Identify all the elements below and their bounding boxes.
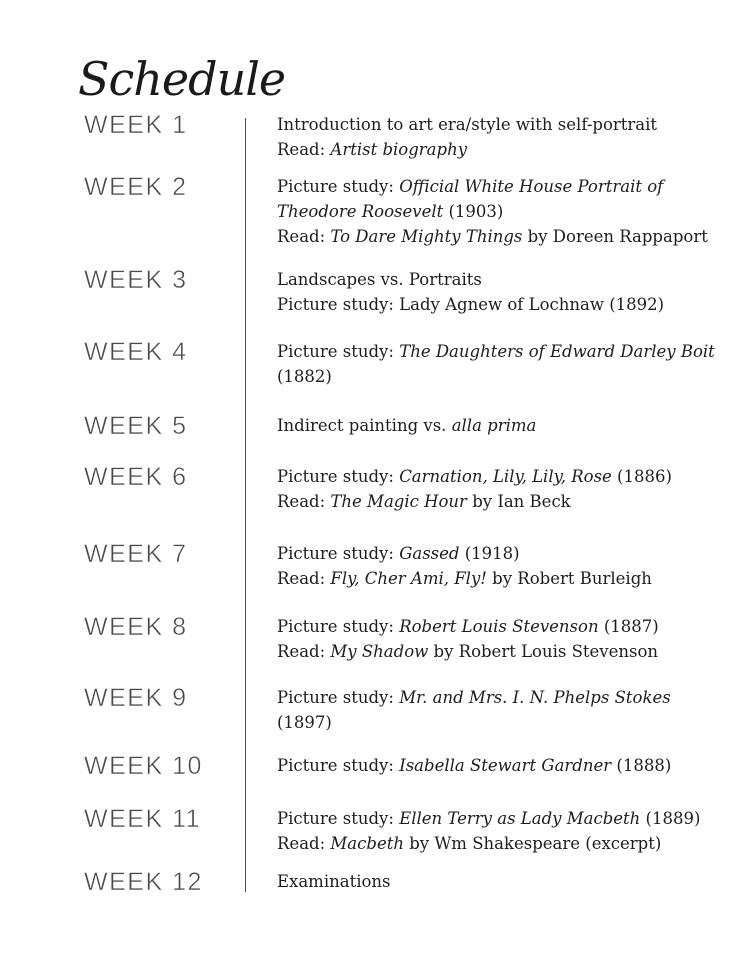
- week-content: [245, 806, 700, 856]
- content-segment-italic: Macbeth: [330, 834, 404, 853]
- content-segment-italic: Isabella Stewart Gardner: [399, 756, 612, 775]
- week-content: [245, 413, 536, 438]
- content-line: [277, 137, 657, 162]
- content-line: [277, 614, 659, 639]
- week-content: [245, 753, 671, 778]
- schedule-row: [84, 174, 720, 249]
- content-segment-italic: alla prima: [451, 416, 537, 435]
- content-segment: Picture study:: [277, 809, 400, 828]
- content-line: [277, 806, 700, 831]
- week-label: WEEK 11: [84, 805, 202, 833]
- content-segment-italic: Gassed: [399, 544, 460, 563]
- content-segment: Picture study:: [277, 342, 400, 361]
- content-segment: Picture study: Lady Agnew of Lochnaw (1892): [277, 295, 665, 314]
- content-line: [277, 339, 715, 364]
- week-label: WEEK 12: [84, 868, 203, 896]
- content-segment: by Robert Burleigh: [486, 569, 652, 588]
- content-line: [277, 224, 708, 249]
- content-segment-italic: To Dare Mighty Things: [330, 227, 523, 246]
- week-label: WEEK 9: [84, 684, 188, 712]
- content-segment-italic: The Magic Hour: [330, 492, 467, 511]
- content-line: [277, 267, 664, 292]
- content-segment: Read:: [277, 569, 331, 588]
- content-line: [277, 541, 652, 566]
- week-label: WEEK 3: [84, 266, 188, 294]
- schedule-row: [84, 413, 720, 439]
- content-segment: by Doreen Rappaport: [522, 227, 708, 246]
- content-line: [277, 639, 659, 664]
- week-label: WEEK 1: [84, 111, 188, 139]
- week-content: [245, 464, 672, 514]
- content-segment: Landscapes vs. Portraits: [277, 270, 482, 289]
- schedule-row: [84, 614, 720, 664]
- week-content: [245, 869, 391, 894]
- content-line: [277, 566, 652, 591]
- schedule-row: [84, 112, 720, 162]
- content-segment: Indirect painting vs.: [277, 416, 452, 435]
- content-segment: Picture study:: [277, 177, 400, 196]
- content-segment-italic: Artist biography: [330, 140, 468, 159]
- content-segment-italic: Theodore Roosevelt: [277, 202, 444, 221]
- content-segment: (1888): [611, 756, 672, 775]
- content-segment-italic: My Shadow: [330, 642, 429, 661]
- schedule-row: [84, 541, 720, 591]
- content-line: [277, 489, 672, 514]
- content-segment: Read:: [277, 227, 331, 246]
- content-segment: (1903): [443, 202, 504, 221]
- content-line: [277, 710, 671, 735]
- content-line: [277, 292, 664, 317]
- content-segment: Read:: [277, 834, 331, 853]
- week-label: WEEK 2: [84, 173, 188, 201]
- schedule-row: [84, 464, 720, 514]
- content-line: [277, 413, 536, 438]
- content-line: [277, 364, 715, 389]
- week-label: WEEK 10: [84, 752, 203, 780]
- week-label: WEEK 7: [84, 540, 188, 568]
- content-line: [277, 199, 708, 224]
- schedule-row: [84, 339, 720, 389]
- content-segment: Picture study:: [277, 544, 400, 563]
- week-content: [245, 541, 652, 591]
- content-line: [277, 112, 657, 137]
- content-segment: Read:: [277, 492, 331, 511]
- page-title: Schedule: [78, 52, 286, 106]
- content-segment: by Wm Shakespeare (excerpt): [403, 834, 662, 853]
- content-line: [277, 174, 708, 199]
- content-segment: Picture study:: [277, 688, 400, 707]
- schedule-row: [84, 753, 720, 779]
- week-content: [245, 339, 715, 389]
- content-segment: Picture study:: [277, 617, 400, 636]
- week-content: [245, 685, 671, 735]
- content-segment: (1886): [611, 467, 672, 486]
- content-segment: (1887): [598, 617, 659, 636]
- content-segment: (1889): [640, 809, 701, 828]
- content-line: [277, 464, 672, 489]
- content-segment: (1882): [277, 367, 332, 386]
- content-segment-italic: Official White House Portrait of: [399, 177, 664, 196]
- content-segment: by Ian Beck: [466, 492, 571, 511]
- week-content: [245, 112, 657, 162]
- content-segment-italic: Carnation, Lily, Lily, Rose: [399, 467, 612, 486]
- content-segment-italic: Ellen Terry as Lady Macbeth: [399, 809, 641, 828]
- content-segment: (1918): [459, 544, 520, 563]
- content-segment: Examinations: [277, 872, 391, 891]
- content-line: [277, 685, 671, 710]
- schedule-row: [84, 869, 720, 895]
- content-segment: Picture study:: [277, 467, 400, 486]
- schedule-row: [84, 685, 720, 735]
- content-line: [277, 831, 700, 856]
- content-segment-italic: Fly, Cher Ami, Fly!: [330, 569, 487, 588]
- content-segment: Introduction to art era/style with self-portrait: [277, 115, 658, 134]
- schedule-row: [84, 806, 720, 856]
- week-content: [245, 614, 659, 664]
- schedule-row: [84, 267, 720, 317]
- week-label: WEEK 8: [84, 613, 188, 641]
- content-segment-italic: Robert Louis Stevenson: [399, 617, 599, 636]
- week-label: WEEK 6: [84, 463, 188, 491]
- content-segment: by Robert Louis Stevenson: [428, 642, 659, 661]
- week-content: [245, 174, 708, 249]
- content-line: [277, 753, 671, 778]
- content-segment: (1897): [277, 713, 332, 732]
- content-segment: Read:: [277, 140, 331, 159]
- content-segment-italic: The Daughters of Edward Darley Boit: [399, 342, 715, 361]
- week-label: WEEK 4: [84, 338, 188, 366]
- content-line: [277, 869, 391, 894]
- content-segment: Read:: [277, 642, 331, 661]
- schedule-rows: [84, 112, 720, 895]
- content-segment-italic: Mr. and Mrs. I. N. Phelps Stokes: [399, 688, 671, 707]
- week-content: [245, 267, 664, 317]
- week-label: WEEK 5: [84, 412, 188, 440]
- content-segment: Picture study:: [277, 756, 400, 775]
